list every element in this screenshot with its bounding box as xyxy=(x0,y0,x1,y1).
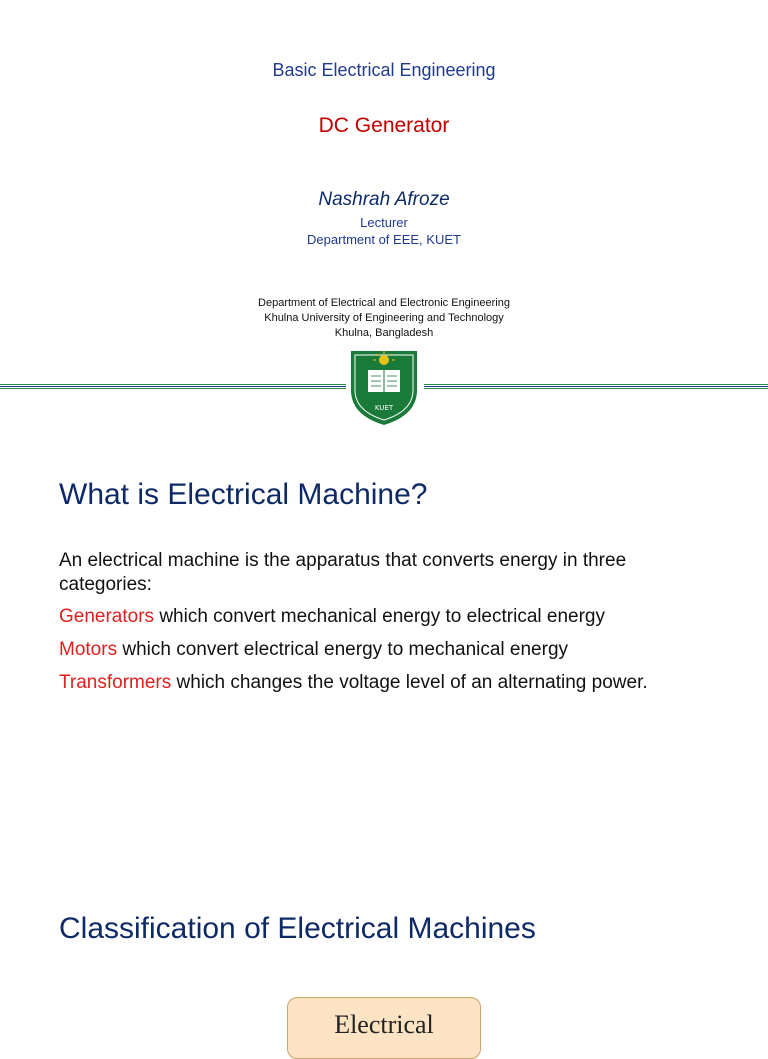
slide-heading: Classification of Electrical Machines xyxy=(59,912,536,945)
decorative-rule-right xyxy=(424,384,768,389)
term-transformers: Transformers xyxy=(59,672,172,693)
author-name: Nashrah Afroze xyxy=(318,189,450,210)
title-slide xyxy=(0,0,768,440)
term-generators: Generators xyxy=(59,606,155,627)
topic-title: DC Generator xyxy=(318,114,450,137)
list-item-motors xyxy=(59,639,739,661)
decorative-rule-left xyxy=(0,384,346,389)
slide-classification xyxy=(0,860,768,1039)
course-title: Basic Electrical Engineering xyxy=(272,60,496,80)
author-role: Lecturer xyxy=(360,215,408,230)
kuet-emblem-icon xyxy=(346,346,422,428)
classification-root-box xyxy=(287,997,481,1059)
slide-what-is-machine xyxy=(0,440,768,860)
intro-paragraph: An electrical machine is the apparatus that converts energy in three categories: xyxy=(59,550,627,595)
list-item-transformers xyxy=(59,672,739,694)
desc-generators: which convert mechanical energy to electrical energy xyxy=(154,606,605,627)
classification-root-label: Electrical xyxy=(334,1010,434,1039)
institution-line-3: Khulna, Bangladesh xyxy=(334,327,434,339)
term-motors: Motors xyxy=(59,639,118,660)
author-department: Department of EEE, KUET xyxy=(307,232,461,247)
slide-heading: What is Electrical Machine? xyxy=(59,478,428,511)
desc-motors: which convert electrical energy to mechanical energy xyxy=(117,639,569,660)
emblem-text: KUET xyxy=(374,404,394,412)
institution-line-1: Department of Electrical and Electronic Engineering xyxy=(258,297,510,309)
list-item-generators xyxy=(59,606,739,628)
desc-transformers: which changes the voltage level of an alternating power. xyxy=(171,672,648,693)
institution-line-2: Khulna University of Engineering and Technology xyxy=(264,312,504,324)
